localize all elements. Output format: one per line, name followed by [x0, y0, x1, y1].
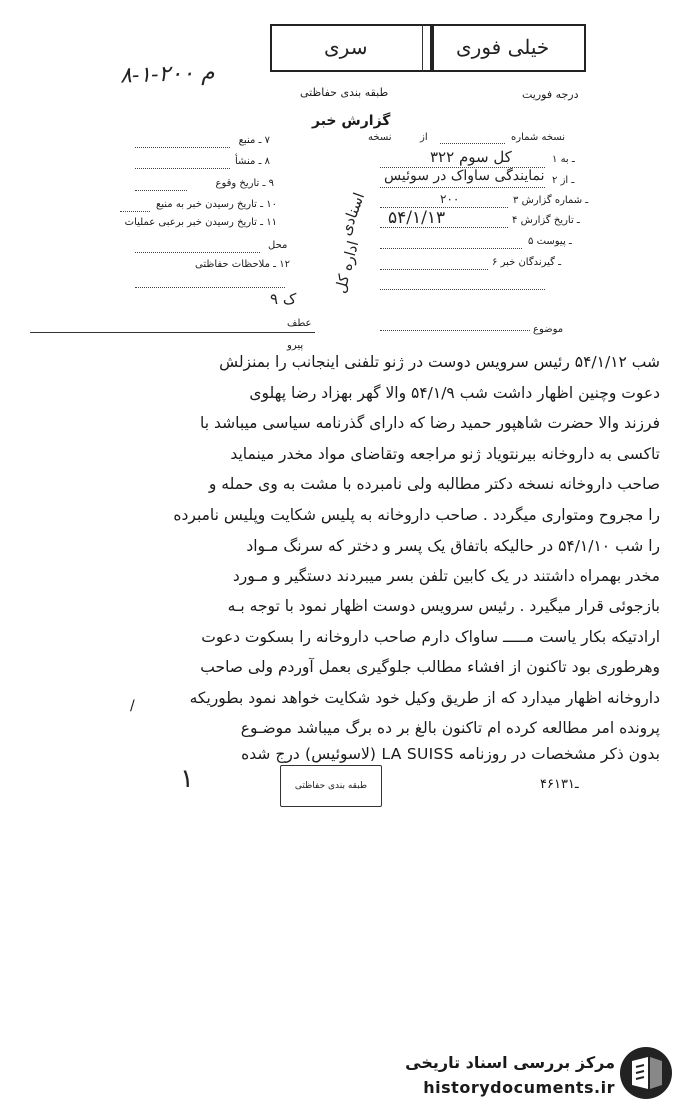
priority-box-value: خیلی فوری — [456, 35, 550, 59]
priority-label: درجه فوریت — [522, 88, 579, 101]
body-line: بازجوئی قرار میگیرد . رئیس سرویس دوست اظهار نمود با توجه بـه — [227, 597, 660, 615]
field-5-label: ۵ ـ پیوست — [528, 236, 572, 247]
body-line: بدون ذکر مشخصات در روزنامه LA SUISS (لاسوئیس) درج شده — [241, 745, 660, 763]
copy-label: نسخه — [368, 132, 392, 143]
field-8-label: ۸ ـ منشأ — [234, 156, 270, 167]
body-line: پرونده امر مطالعه کرده ام تاکنون بالغ بر ده برگ میباشد موضـوع — [240, 719, 660, 737]
body-line: را مجروح ومتواری میگردد . صاحب داروخانه به پلیس شکایت وپلیس نامبرده — [173, 506, 660, 524]
field-6-label: ۶ ـ گیرندگان خبر — [492, 257, 562, 268]
page-title: گزارش خبر — [312, 113, 391, 129]
watermark-url: historydocuments.ir — [423, 1078, 615, 1097]
subject-label: موضوع — [533, 324, 564, 335]
document-number: ۴۶ـ۱۳۱ — [540, 777, 579, 792]
margin-note-2: اداره کل — [331, 238, 363, 296]
body-line: داروخانه اظهار میدارد که از طریق وکیل خود شکایت خواهد نمود بطوریکه — [189, 689, 660, 707]
classification-box — [270, 24, 432, 72]
field-7-label: ۷ ـ منبع — [238, 135, 270, 146]
field-11-label: ۱۱ ـ تاریخ رسیدن خبر برعبی عملیات — [124, 217, 277, 228]
priority-box — [432, 24, 586, 72]
field-1-value: کل سوم ۳۲۲ — [430, 148, 512, 166]
from-label: از — [420, 132, 428, 143]
field-place-label: محل — [268, 240, 288, 251]
body-line: وهرطوری بود تاکنون از افشاء مطالب جلوگیری بعمل آوردم ولی صاحب — [200, 658, 660, 676]
classification-label: طبقه بندی حفاظتی — [300, 86, 389, 99]
field-12-label: ۱۲ ـ ملاحظات حفاظتی — [195, 259, 290, 270]
field-2-label: ۲ ـ از — [552, 175, 575, 186]
field-10-label: ۱۰ ـ تاریخ رسیدن خبر به منبع — [155, 199, 277, 210]
body-line: ارادتیکه بکار یاست مـــــ ساواک دارم صاحب داروخانه را بسکوت دعوت — [201, 628, 660, 646]
field-3-label: ۳ ـ شماره گزارش — [513, 195, 589, 206]
handwritten-number: ۸-۱-۲۰۰ م — [119, 60, 215, 89]
margin-tick: / — [130, 698, 135, 714]
body-line: فرزند والا حضرت شاهپور حمید رضا که دارای گذرنامه سیاسی میباشد با — [200, 414, 660, 432]
classification-stamp: طبقه بندی حفاظتی — [280, 765, 382, 807]
handwritten-mark: ک ۹ — [270, 290, 297, 308]
margin-note-1: اسنادی — [336, 190, 369, 238]
atf-label: عطف — [287, 318, 312, 329]
body-line: تاکسی به داروخانه بیرنتویاد ژنو مراجعه وتقاضای مواد مخدر مینماید — [230, 445, 660, 463]
copy-number-label: نسخه شماره — [511, 132, 565, 143]
body-line: مخدر بهمراه داشتند در یک کابین تلفن بسر میبردند دستگیر و مـورد — [232, 567, 660, 585]
body-line: صاحب داروخانه نسخه دکتر مطالبه ولی نامبرده با مشت به وی حمله و — [208, 475, 660, 493]
peyro-label: پیرو — [287, 340, 304, 351]
field-1-label: ۱ ـ به — [552, 154, 575, 165]
body-line: را شب ۵۴/۱/۱۰ در حالیکه باتفاق یک پسر و دختر که سرنگ مـواد — [246, 537, 660, 555]
field-3-value: ۲۰۰ — [440, 192, 460, 206]
field-4-label: ۴ ـ تاریخ گزارش — [512, 215, 580, 226]
field-9-label: ۹ ـ تاریخ وقوع — [215, 178, 274, 189]
archive-logo-icon — [618, 1045, 674, 1101]
classification-box-value: سری — [324, 35, 368, 59]
body-line: شب ۵۴/۱/۱۲ رئیس سرویس دوست در ژنو تلفنی اینجانب را بمنزلش — [219, 353, 660, 371]
field-2-value: نمایندگی ساواک در سوئیس — [384, 168, 545, 184]
field-4-value: ۵۴/۱/۱۳ — [388, 208, 446, 228]
watermark-title: مرکز بررسی اسناد تاریخی — [405, 1053, 615, 1072]
page-mark: ۱ — [180, 764, 194, 794]
body-line: دعوت وچنین اظهار داشت شب ۵۴/۱/۹ والا گهر بهزاد رضا پهلوی — [249, 384, 660, 402]
